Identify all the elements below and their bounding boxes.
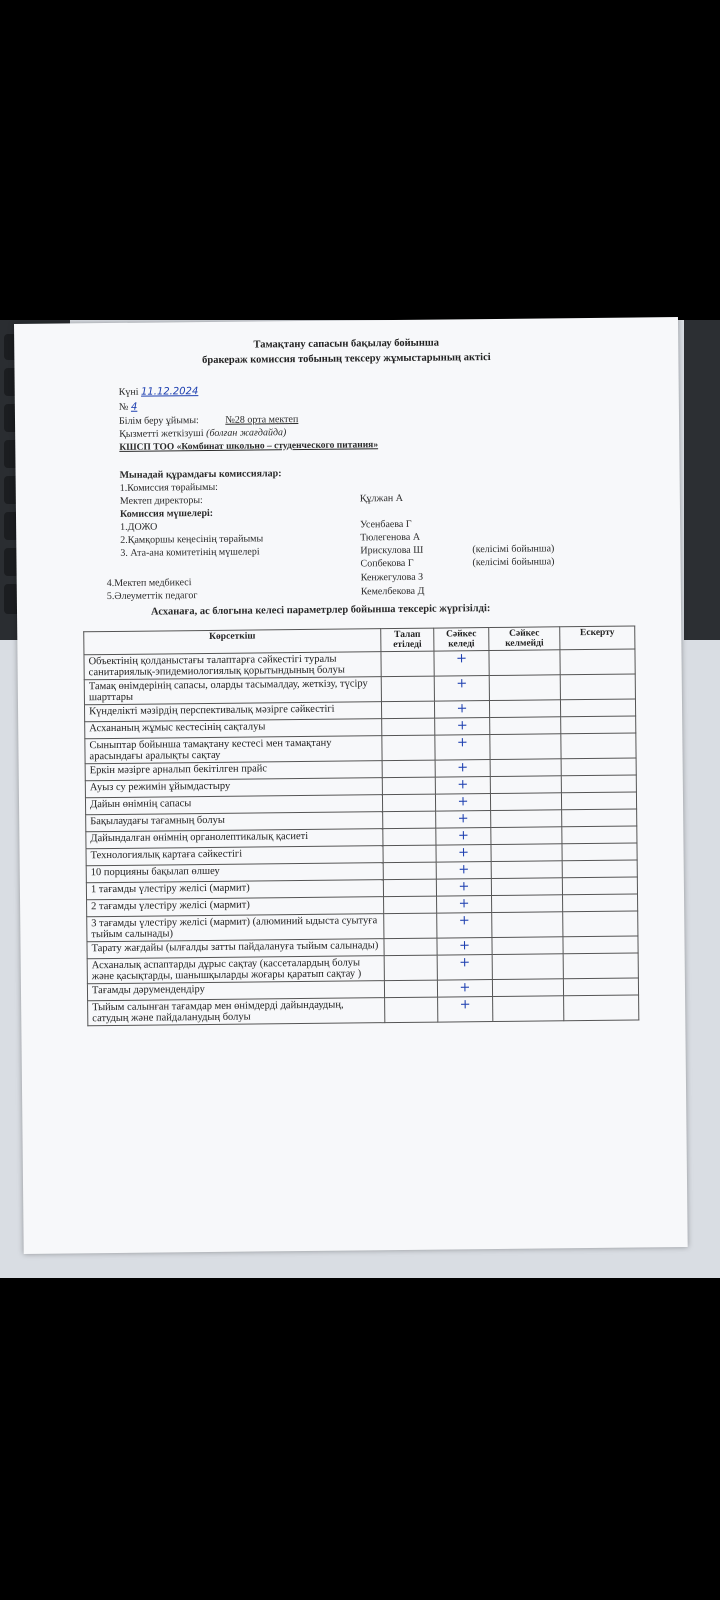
monitor-edge — [684, 320, 720, 640]
compliant-mark: + — [435, 794, 490, 812]
indicator-cell: Дайын өнімнің сапасы — [85, 795, 382, 815]
check-heading: Асханаға, ас блогына келесі параметрлер бойынша тексеріс жүргізілді: — [150, 603, 491, 618]
indicator-cell: Күнделікті мәзірдің перспективалық мәзірге сәйкестігі — [84, 702, 381, 722]
compliant-mark: + — [436, 862, 491, 880]
member-name: Усенбаева Г — [360, 518, 412, 531]
indicator-cell: 10 порцияны бақылап өлшеу — [86, 863, 383, 883]
compliant-mark: + — [436, 879, 491, 897]
member-role: 5.Әлеуметтік педагог — [106, 590, 198, 603]
member-role: 4.Мектеп медбикесі — [106, 577, 192, 590]
director-label: Мектеп директоры: — [119, 495, 203, 507]
compliant-mark: + — [438, 997, 493, 1023]
indicator-cell: Асхананың жұмыс кестесінің сақталуы — [85, 719, 382, 739]
organization-label: Білім беру ұйымы: — [118, 415, 199, 427]
compliant-mark: + — [435, 735, 490, 761]
number-value: 4 — [130, 401, 138, 413]
number-label: № — [118, 401, 129, 413]
compliant-mark: + — [435, 718, 490, 736]
compliant-mark: + — [436, 828, 491, 846]
compliant-mark: + — [434, 651, 489, 677]
chair-label: 1.Комиссия төрайымы: — [119, 481, 218, 494]
provider-label: Қызметті жеткізуші — [119, 428, 204, 440]
inspection-act-document — [14, 317, 688, 1254]
director-name: Құлжан А — [359, 492, 403, 505]
indicator-cell: Дайындалған өнімнің органолептикалық қасиеті — [86, 829, 383, 849]
header-note: Ескерту — [560, 626, 635, 650]
indicator-cell: Технологиялық картаға сәйкестігі — [86, 846, 383, 866]
member-role: 1.ДОЖО — [120, 521, 158, 533]
compliant-mark: + — [436, 811, 491, 829]
member-role: 2.Қамқоршы кеңесінің төрайымы — [120, 533, 264, 546]
compliant-mark: + — [437, 896, 492, 914]
indicator-cell: 2 тағамды үлестіру желісі (мармит) — [87, 897, 384, 917]
indicator-cell: 1 тағамды үлестіру желісі (мармит) — [86, 880, 383, 900]
document-title-line1: Тамақтану сапасын бақылау бойынша — [253, 337, 440, 351]
member-name: Сопбекова Г — [360, 557, 414, 570]
member-role: 3. Ата-ана комитетінің мүшелері — [120, 546, 260, 559]
provider-value: КШСП ТОО «Комбинат школьно – студенческого питания» — [119, 440, 379, 453]
members-heading: Комиссия мүшелері: — [119, 507, 214, 520]
indicator-cell: Сыныптар бойынша тамақтану кестесі мен тамақтану арасындағы аралықты сақтау — [85, 736, 382, 764]
indicator-cell: 3 тағамды үлестіру желісі (мармит) (алюминий ыдыста суытуға тыйым салынады) — [87, 914, 384, 942]
inspection-table — [83, 626, 639, 1027]
compliant-mark: + — [435, 777, 490, 795]
organization-row — [119, 414, 298, 427]
indicator-cell: Асханалық аспаптарды дұрыс сақтау (кассеталардың болуы және қасықтарды, шанышқыларды жоғары қаратып сақтау ) — [87, 956, 384, 984]
provider-note: (болған жағдайда) — [206, 427, 287, 439]
member-name: Ирискулова Ш — [360, 544, 424, 557]
member-note: (келісімі бойынша) — [472, 556, 555, 569]
date-row — [119, 386, 199, 398]
date-value: 11.12.2024 — [140, 386, 199, 398]
compliant-mark: + — [437, 980, 492, 998]
header-compliant: Сәйкес келеді — [434, 628, 489, 652]
member-name: Тюлегенова А — [360, 531, 421, 544]
indicator-cell: Тарату жағдайы (ылғалды затты пайдалануға тыйым салынады) — [87, 939, 384, 959]
date-label: Күні — [118, 386, 139, 398]
member-note: (келісімі бойынша) — [472, 543, 555, 556]
indicator-cell: Еркін мәзірге арналып бекітілген прайс — [85, 761, 382, 781]
header-required: Талап етіледі — [381, 628, 434, 652]
number-row — [119, 402, 138, 413]
indicator-cell: Тыйым салынған тағамдар мен өнімдерді дайындаудың, сатудың және пайдаланудың болуы — [88, 998, 385, 1026]
indicator-cell: Тағамды дәрумендендіру — [87, 981, 384, 1001]
commission-heading: Мынадай құрамдағы комиссиялар: — [119, 468, 282, 481]
indicator-cell: Бақылаудағы тағамның болуы — [86, 812, 383, 832]
header-indicator: Көрсеткіш — [84, 629, 381, 655]
compliant-mark: + — [434, 701, 489, 719]
indicator-cell: Тамақ өнімдерінің сапасы, оларды тасымалдау, жеткізу, түсіру шарттары — [84, 677, 381, 705]
compliant-mark: + — [437, 913, 492, 939]
compliant-mark: + — [435, 760, 490, 778]
compliant-mark: + — [434, 676, 489, 702]
indicator-cell: Ауыз су режимін ұйымдастыру — [85, 778, 382, 798]
organization-value: №28 орта мектеп — [225, 414, 299, 426]
provider-row — [119, 427, 286, 440]
member-name: Кенжегулова З — [360, 571, 424, 584]
compliant-mark: + — [437, 955, 492, 981]
indicator-cell: Объектінің қолданыстағы талаптарға сәйкестігі туралы санитариялық-эпидемиологиялық қорытындының болуы — [84, 652, 381, 680]
compliant-mark: + — [436, 845, 491, 863]
table-row — [88, 995, 639, 1026]
compliant-mark: + — [437, 938, 492, 956]
document-title-line2: бракераж комиссия тобының тексеру жұмыстарының актісі — [202, 352, 491, 367]
member-name: Кемелбекова Д — [360, 585, 425, 598]
header-noncompliant: Сәйкес келмейді — [489, 627, 560, 651]
